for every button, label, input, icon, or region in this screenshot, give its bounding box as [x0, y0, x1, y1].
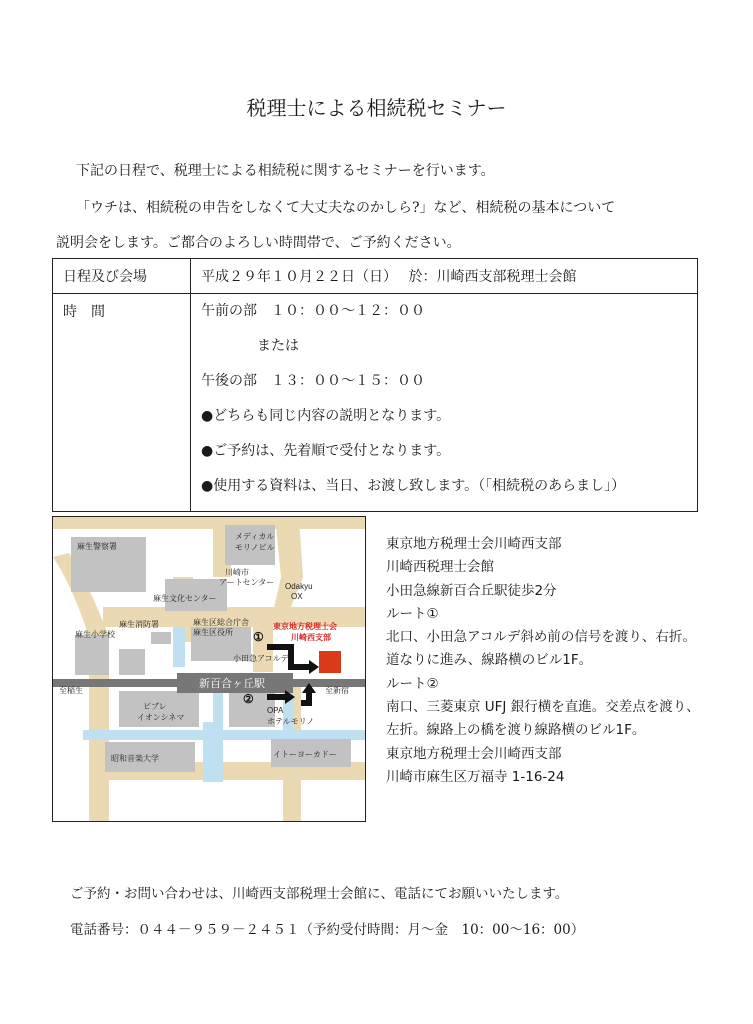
time-details: [191, 294, 698, 512]
access-line-11: 川崎市麻生区万福寺 1-16-24: [386, 768, 565, 785]
time-line-or: または: [201, 338, 299, 354]
schedule-row-date: [53, 259, 698, 294]
map-label-shinjuku: 至新宿: [325, 686, 349, 695]
intro-line-1: 下記の日程で、税理士による相続税に関するセミナーを行います。: [76, 163, 495, 179]
map-label-route2: ②: [243, 692, 254, 706]
map-label-odakyu2: OX: [291, 592, 303, 601]
map-label-cinema: イオンシネマ: [137, 713, 185, 722]
access-line-2: 川崎西税理士会館: [386, 559, 494, 576]
schedule-row-time: [53, 294, 698, 512]
map-svg: [53, 517, 365, 821]
time-line-morning: 午前の部 １０：００～１２：００: [201, 303, 425, 319]
time-label: 時 間: [53, 294, 191, 512]
map-label-art2: アートセンター: [219, 578, 275, 587]
map-label-art: 川崎市: [225, 568, 249, 577]
map-label-shireisei: 至稲生: [59, 686, 83, 695]
note-materials: ●使用する資料は、当日、お渡し致します。（「相続税のあらまし」）: [201, 478, 626, 494]
footer-phone: 電話番号：０４４－９５９－２４５１（予約受付時間：月～金 10：00～16：00）: [70, 922, 585, 938]
map-label-gov2: 麻生区役所: [193, 628, 233, 637]
access-line-5: 北口、小田急アコルデ斜め前の信号を渡り、右折。: [386, 629, 696, 646]
map-label-culture: 麻生文化センター: [153, 594, 217, 603]
access-info: [386, 534, 700, 790]
map-label-school: 麻生小学校: [75, 630, 115, 639]
schedule-table: [52, 258, 698, 512]
note-first-come: ●ご予約は、先着順で受付となります。: [201, 443, 451, 459]
map-label-office: 東京地方税理士会: [273, 622, 337, 631]
map-label-office2: 川崎西支部: [291, 633, 331, 642]
map-label-vivre: ビブレ: [143, 702, 167, 711]
map-label-gov: 麻生区総合庁舎: [193, 618, 249, 627]
access-line-9: 左折。線路上の橋を渡り線路横のビル1F。: [386, 722, 646, 739]
map-label-morino: ホテルモリノ: [267, 717, 315, 726]
office-marker: [319, 651, 341, 673]
map-label-station: 新百合ヶ丘駅: [199, 678, 265, 690]
access-line-3: 小田急線新百合丘駅徒歩2分: [386, 582, 557, 599]
access-line-10: 東京地方税理士会川崎西支部: [386, 745, 562, 762]
access-line-1: 東京地方税理士会川崎西支部: [386, 536, 562, 552]
map-label-odakyu: Odakyu: [285, 582, 313, 591]
map-label-route1: ①: [253, 630, 264, 644]
map-label-opa: OPA: [267, 706, 284, 715]
map-label-police: 麻生警察署: [77, 542, 117, 551]
date-label: 日程及び会場: [53, 259, 191, 294]
map-label-medical: メディカル: [235, 532, 275, 541]
access-line-8: 南口、三菱東京 UFJ 銀行横を直進。交差点を渡り、: [386, 699, 700, 716]
access-line-4: ルート①: [386, 605, 439, 622]
time-line-afternoon: 午後の部 １３：００～１５：００: [201, 373, 425, 389]
access-line-6: 道なりに進み、線路横のビル1F。: [386, 652, 593, 669]
intro-line-2: 「ウチは、相続税の申告をしなくて大丈夫なのかしら?」など、相続税の基本について: [76, 200, 616, 216]
map-label-fire: 麻生消防署: [119, 620, 159, 629]
map-label-acolle: 小田急アコルデ: [233, 654, 289, 663]
map-label-itoyokado: イトーヨーカドー: [273, 750, 337, 759]
footer-contact: ご予約・お問い合わせは、川崎西支部税理士会館に、電話にてお願いいたします。: [70, 886, 569, 902]
intro-line-3: 説明会をします。ご都合のよろしい時間帯で、ご予約ください。: [56, 235, 461, 251]
access-line-7: ルート②: [386, 675, 439, 692]
map-label-college: 昭和音楽大学: [111, 754, 159, 763]
access-map: [52, 516, 366, 822]
page-title: 税理士による相続税セミナー: [246, 96, 507, 120]
note-same-content: ●どちらも同じ内容の説明となります。: [201, 408, 451, 424]
date-value: 平成２９年１０月２２日（日） 於：川崎西支部税理士会館: [191, 259, 698, 294]
map-label-medical2: モリノビル: [235, 543, 275, 552]
